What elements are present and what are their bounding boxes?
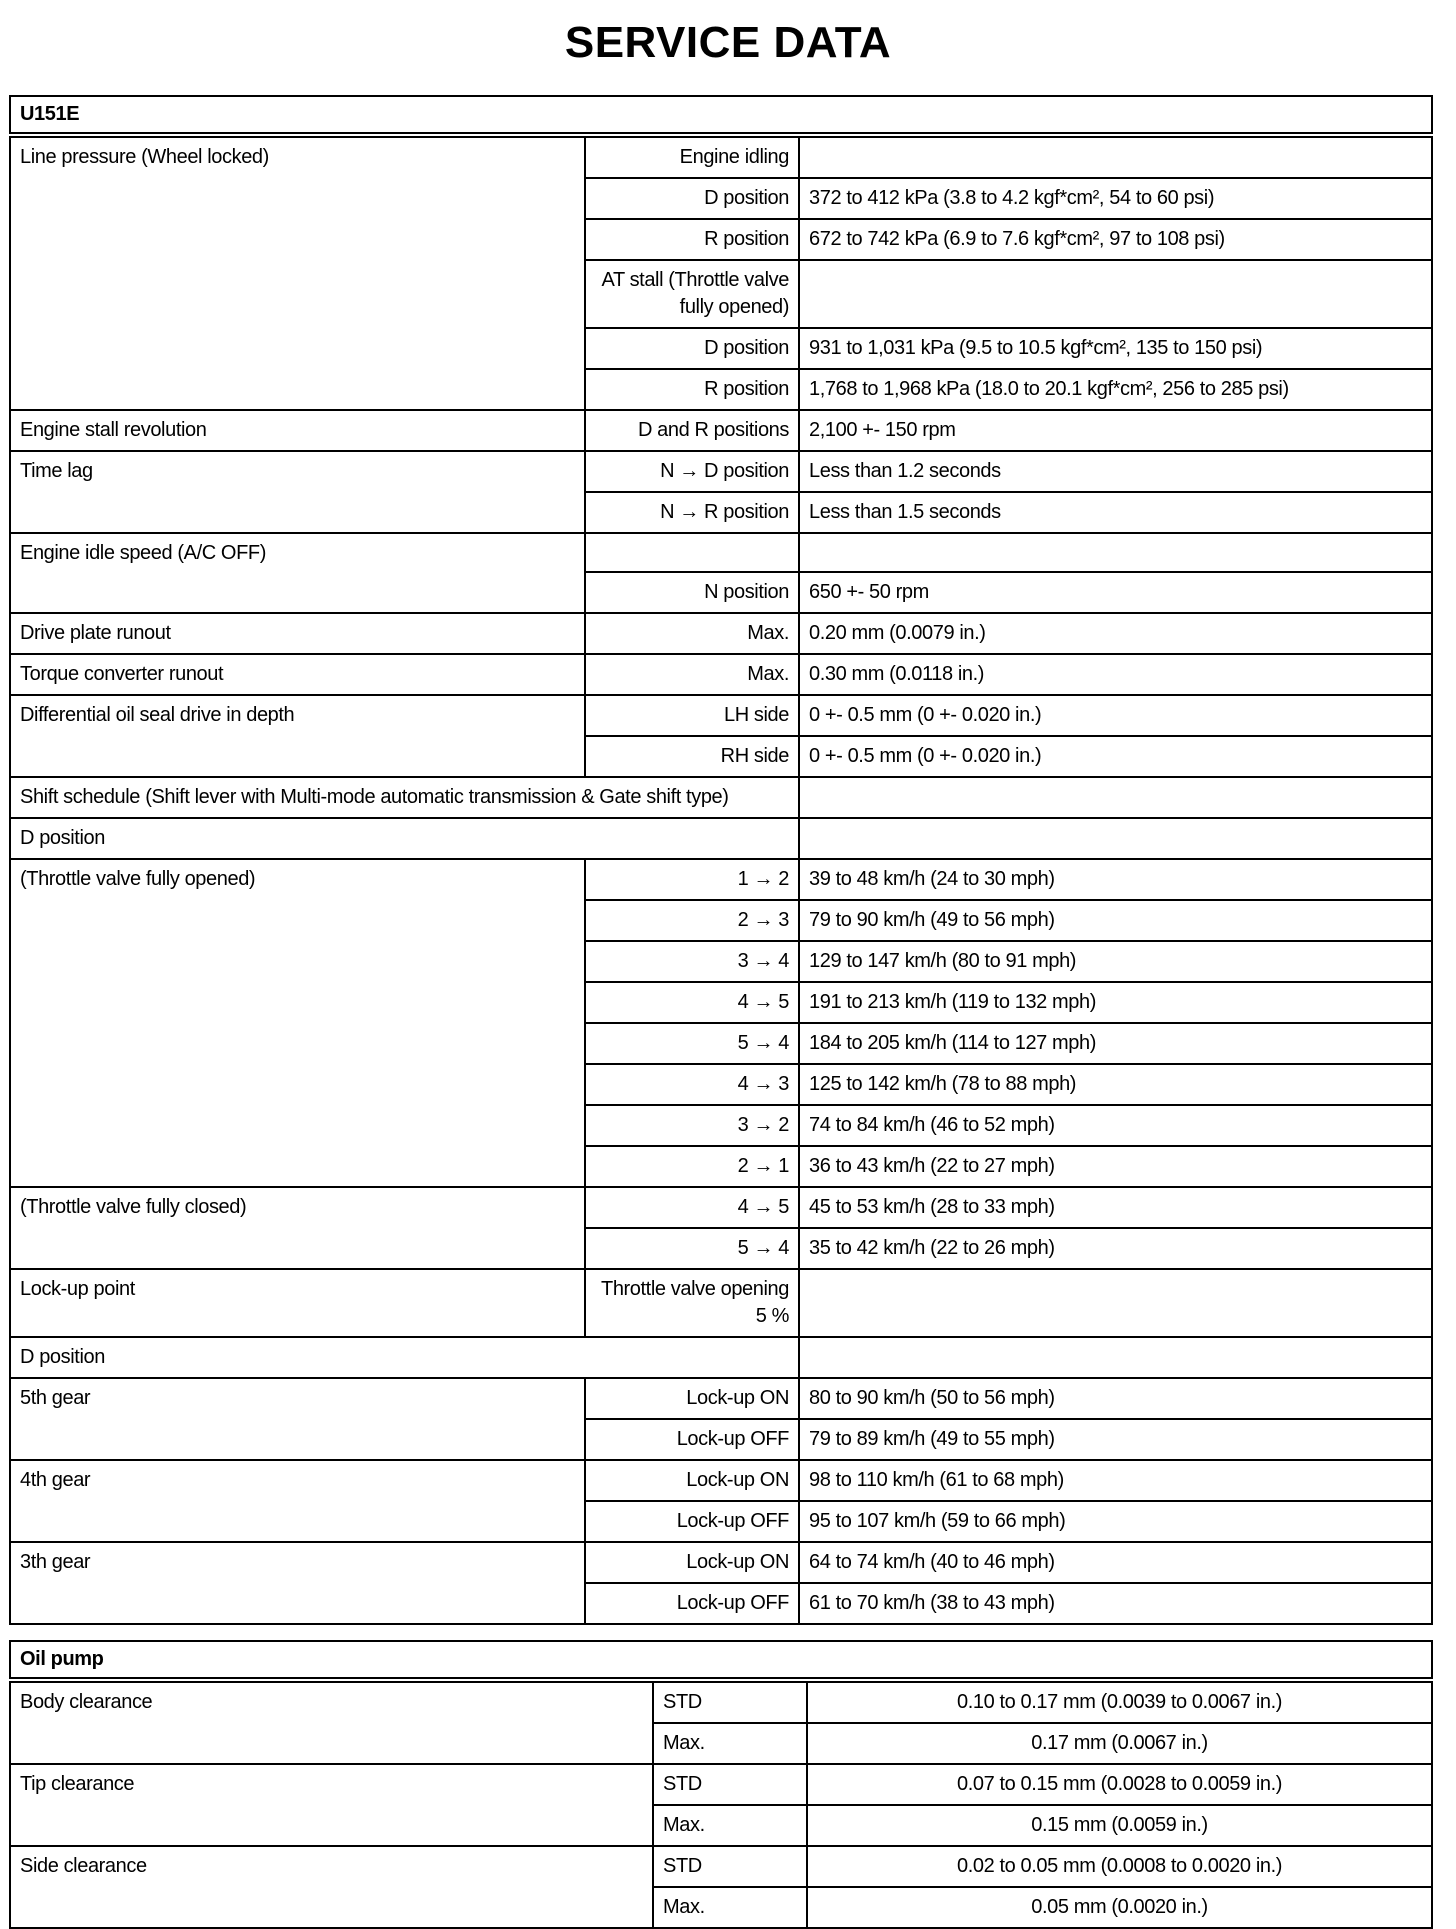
row-label: (Throttle valve fully closed) xyxy=(10,1187,585,1269)
row-label: Time lag xyxy=(10,451,585,533)
condition-cell xyxy=(585,533,799,572)
value-cell: 1,768 to 1,968 kPa (18.0 to 20.1 kgf*cm², 256 to 285 psi) xyxy=(799,369,1432,410)
condition-cell: Lock-up OFF xyxy=(585,1419,799,1460)
table-row xyxy=(10,533,1432,572)
row-label: Engine idle speed (A/C OFF) xyxy=(10,533,585,613)
row-label: Lock-up point xyxy=(10,1269,585,1337)
value-cell: 0.07 to 0.15 mm (0.0028 to 0.0059 in.) xyxy=(807,1764,1432,1805)
condition-cell: 4 → 5 xyxy=(585,1187,799,1228)
value-cell xyxy=(799,533,1432,572)
condition-cell: 3 → 4 xyxy=(585,941,799,982)
value-cell: 80 to 90 km/h (50 to 56 mph) xyxy=(799,1378,1432,1419)
value-cell: 61 to 70 km/h (38 to 43 mph) xyxy=(799,1583,1432,1624)
value-cell: 39 to 48 km/h (24 to 30 mph) xyxy=(799,859,1432,900)
condition-cell: R position xyxy=(585,369,799,410)
table-row xyxy=(10,777,1432,818)
row-label: Engine stall revolution xyxy=(10,410,585,451)
condition-cell: Max. xyxy=(585,654,799,695)
value-cell: 79 to 89 km/h (49 to 55 mph) xyxy=(799,1419,1432,1460)
table-row xyxy=(10,451,1432,492)
table-row xyxy=(10,1680,1432,1723)
row-label: Torque converter runout xyxy=(10,654,585,695)
table-row xyxy=(10,613,1432,654)
value-cell: 0.05 mm (0.0020 in.) xyxy=(807,1887,1432,1928)
condition-cell: Max. xyxy=(585,613,799,654)
condition-cell: Lock-up ON xyxy=(585,1542,799,1583)
table-row xyxy=(10,1764,1432,1805)
row-label: (Throttle valve fully opened) xyxy=(10,859,585,1187)
table-row xyxy=(10,1846,1432,1887)
row-label: Body clearance xyxy=(10,1680,653,1764)
table-header: Oil pump xyxy=(10,1641,1432,1680)
condition-cell: Lock-up OFF xyxy=(585,1583,799,1624)
row-label: 4th gear xyxy=(10,1460,585,1542)
value-cell xyxy=(799,818,1432,859)
condition-cell: N → D position xyxy=(585,451,799,492)
table-row xyxy=(10,695,1432,736)
value-cell: 79 to 90 km/h (49 to 56 mph) xyxy=(799,900,1432,941)
table-row xyxy=(10,1187,1432,1228)
condition-cell: D and R positions xyxy=(585,410,799,451)
value-cell xyxy=(799,1337,1432,1378)
condition-cell: STD xyxy=(653,1846,807,1887)
condition-cell: 4 → 3 xyxy=(585,1064,799,1105)
value-cell: 0.20 mm (0.0079 in.) xyxy=(799,613,1432,654)
row-label: Drive plate runout xyxy=(10,613,585,654)
value-cell: 95 to 107 km/h (59 to 66 mph) xyxy=(799,1501,1432,1542)
table-row xyxy=(10,1378,1432,1419)
condition-cell: 5 → 4 xyxy=(585,1023,799,1064)
condition-cell: 2 → 3 xyxy=(585,900,799,941)
value-cell: Less than 1.5 seconds xyxy=(799,492,1432,533)
table-row xyxy=(10,1460,1432,1501)
value-cell: 191 to 213 km/h (119 to 132 mph) xyxy=(799,982,1432,1023)
value-cell: 0.15 mm (0.0059 in.) xyxy=(807,1805,1432,1846)
table-row xyxy=(10,818,1432,859)
condition-cell: D position xyxy=(585,328,799,369)
condition-cell: 1 → 2 xyxy=(585,859,799,900)
value-cell: Less than 1.2 seconds xyxy=(799,451,1432,492)
value-cell xyxy=(799,1269,1432,1337)
row-label: D position xyxy=(10,818,799,859)
value-cell: 2,100 +- 150 rpm xyxy=(799,410,1432,451)
condition-cell: 2 → 1 xyxy=(585,1146,799,1187)
row-label: 5th gear xyxy=(10,1378,585,1460)
value-cell: 98 to 110 km/h (61 to 68 mph) xyxy=(799,1460,1432,1501)
value-cell: 45 to 53 km/h (28 to 33 mph) xyxy=(799,1187,1432,1228)
value-cell: 931 to 1,031 kPa (9.5 to 10.5 kgf*cm², 135 to 150 psi) xyxy=(799,328,1432,369)
value-cell: 36 to 43 km/h (22 to 27 mph) xyxy=(799,1146,1432,1187)
row-label: Side clearance xyxy=(10,1846,653,1928)
value-cell: 125 to 142 km/h (78 to 88 mph) xyxy=(799,1064,1432,1105)
row-label: Differential oil seal drive in depth xyxy=(10,695,585,777)
condition-cell: Throttle valve opening 5 % xyxy=(585,1269,799,1337)
value-cell: 672 to 742 kPa (6.9 to 7.6 kgf*cm², 97 to 108 psi) xyxy=(799,219,1432,260)
row-label: D position xyxy=(10,1337,799,1378)
value-cell: 372 to 412 kPa (3.8 to 4.2 kgf*cm², 54 to 60 psi) xyxy=(799,178,1432,219)
value-cell: 74 to 84 km/h (46 to 52 mph) xyxy=(799,1105,1432,1146)
condition-cell: 3 → 2 xyxy=(585,1105,799,1146)
value-cell: 0.10 to 0.17 mm (0.0039 to 0.0067 in.) xyxy=(807,1680,1432,1723)
value-cell: 184 to 205 km/h (114 to 127 mph) xyxy=(799,1023,1432,1064)
condition-cell: Max. xyxy=(653,1805,807,1846)
page-title: SERVICE DATA xyxy=(564,18,892,67)
value-cell: 0.30 mm (0.0118 in.) xyxy=(799,654,1432,695)
row-label: 3th gear xyxy=(10,1542,585,1624)
value-cell xyxy=(799,260,1432,328)
condition-cell: Lock-up ON xyxy=(585,1378,799,1419)
u151e-spec-table xyxy=(9,95,1433,1625)
condition-cell: STD xyxy=(653,1680,807,1723)
condition-cell: RH side xyxy=(585,736,799,777)
condition-cell: Max. xyxy=(653,1887,807,1928)
condition-cell: N → R position xyxy=(585,492,799,533)
table-row xyxy=(10,1269,1432,1337)
condition-cell: R position xyxy=(585,219,799,260)
value-cell: 0.02 to 0.05 mm (0.0008 to 0.0020 in.) xyxy=(807,1846,1432,1887)
condition-cell: N position xyxy=(585,572,799,613)
row-label: Line pressure (Wheel locked) xyxy=(10,135,585,410)
condition-cell: Max. xyxy=(653,1723,807,1764)
value-cell: 0.17 mm (0.0067 in.) xyxy=(807,1723,1432,1764)
value-cell: 35 to 42 km/h (22 to 26 mph) xyxy=(799,1228,1432,1269)
table-row xyxy=(10,135,1432,178)
condition-cell: LH side xyxy=(585,695,799,736)
row-label: Shift schedule (Shift lever with Multi-mode automatic transmission & Gate shift type) xyxy=(10,777,799,818)
value-cell xyxy=(799,777,1432,818)
condition-cell: 5 → 4 xyxy=(585,1228,799,1269)
value-cell xyxy=(799,135,1432,178)
value-cell: 0 +- 0.5 mm (0 +- 0.020 in.) xyxy=(799,736,1432,777)
condition-cell: Engine idling xyxy=(585,135,799,178)
table-row xyxy=(10,410,1432,451)
condition-cell: Lock-up OFF xyxy=(585,1501,799,1542)
condition-cell: STD xyxy=(653,1764,807,1805)
table-row xyxy=(10,654,1432,695)
oil-pump-spec-table xyxy=(9,1640,1433,1929)
table-header: U151E xyxy=(10,96,1432,135)
value-cell: 64 to 74 km/h (40 to 46 mph) xyxy=(799,1542,1432,1583)
value-cell: 129 to 147 km/h (80 to 91 mph) xyxy=(799,941,1432,982)
value-cell: 650 +- 50 rpm xyxy=(799,572,1432,613)
table-row xyxy=(10,1542,1432,1583)
value-cell: 0 +- 0.5 mm (0 +- 0.020 in.) xyxy=(799,695,1432,736)
table-row xyxy=(10,1337,1432,1378)
condition-cell: AT stall (Throttle valve fully opened) xyxy=(585,260,799,328)
row-label: Tip clearance xyxy=(10,1764,653,1846)
table-row xyxy=(10,859,1432,900)
condition-cell: Lock-up ON xyxy=(585,1460,799,1501)
condition-cell: D position xyxy=(585,178,799,219)
condition-cell: 4 → 5 xyxy=(585,982,799,1023)
